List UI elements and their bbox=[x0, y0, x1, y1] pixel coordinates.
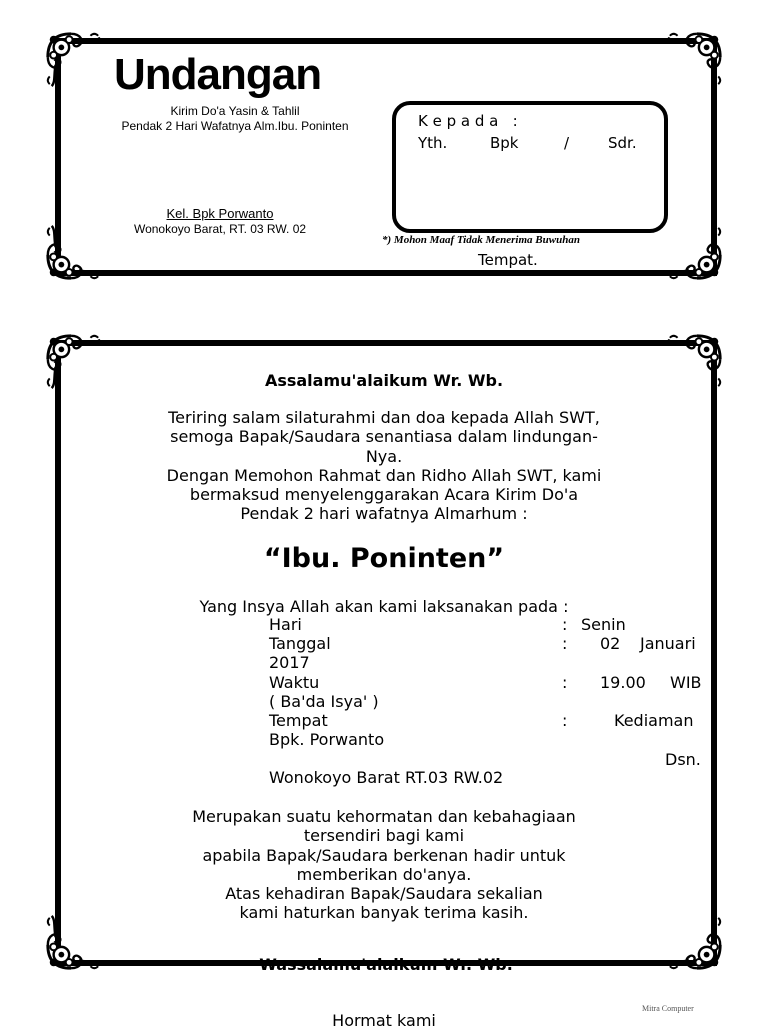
hari-colon: : bbox=[562, 615, 568, 634]
greeting: Assalamu'alaikum Wr. Wb. bbox=[264, 371, 504, 390]
closing-line-2: tersendiri bagi kami bbox=[303, 826, 465, 846]
tanggal-month: Januari bbox=[640, 634, 696, 653]
ornament-top-right-icon bbox=[664, 28, 726, 90]
ornament-bottom-right-icon bbox=[664, 222, 726, 284]
tanggal-colon: : bbox=[562, 634, 568, 653]
tempat-address: Wonokoyo Barat RT.03 RW.02 bbox=[269, 768, 504, 787]
sender-address: Wonokoyo Barat, RT. 03 RW. 02 bbox=[133, 222, 307, 236]
waktu-label: Waktu bbox=[269, 673, 320, 692]
paragraph-2-line-1: Dengan Memohon Rahmat dan Ridho Allah SWT, kami bbox=[166, 465, 602, 485]
closing-line-1: Merupakan suatu kehormatan dan kebahagiaan bbox=[192, 807, 576, 826]
kepada-sdr: Sdr. bbox=[608, 134, 637, 152]
no-gift-note: *) Mohon Maaf Tidak Menerima Buwuhan bbox=[382, 234, 580, 246]
waktu-note: ( Ba'da Isya' ) bbox=[269, 692, 379, 711]
tempat-value: Kediaman bbox=[614, 711, 694, 730]
hari-value: Senin bbox=[581, 615, 626, 634]
tanggal-day: 02 bbox=[600, 634, 621, 653]
tempat-label: Tempat bbox=[269, 711, 328, 730]
waktu-zone: WIB bbox=[670, 673, 702, 692]
paragraph-2-line-3: Pendak 2 hari wafatnya Almarhum : bbox=[240, 504, 528, 524]
paragraph-2-line-2: bermaksud menyelenggarakan Acara Kirim Do'a bbox=[189, 485, 579, 505]
envelope-subtitle-1: Kirim Do'a Yasin & Tahlil bbox=[170, 104, 300, 118]
tempat-dsn: Dsn. bbox=[665, 750, 701, 769]
closing-paragraph bbox=[84, 807, 684, 923]
closing-line-3: apabila Bapak/Saudara berkenan hadir untuk bbox=[202, 845, 566, 865]
signoff: Hormat kami bbox=[332, 1011, 436, 1030]
paragraph-1 bbox=[84, 408, 684, 524]
deceased-name: “Ibu. Poninten” bbox=[263, 543, 505, 574]
footer-credit: Mitra Computer bbox=[642, 1004, 694, 1013]
envelope-subtitle-2: Pendak 2 Hari Wafatnya Alm.Ibu. Poninten bbox=[121, 119, 349, 133]
ornament-top-left-icon bbox=[42, 28, 104, 90]
kepada-tempat: Tempat. bbox=[478, 251, 538, 269]
kepada-slash: / bbox=[564, 134, 570, 152]
envelope-title: Undangan bbox=[114, 50, 322, 99]
farewell: Wassalamu'alaikum Wr. Wb. bbox=[259, 955, 513, 974]
kepada-yth: Yth. bbox=[418, 134, 448, 152]
waktu-time: 19.00 bbox=[600, 673, 646, 692]
paragraph-1-line-2: semoga Bapak/Saudara senantiasa dalam lindungan- bbox=[170, 427, 598, 447]
kepada-label: K e p a d a : bbox=[418, 112, 518, 130]
hari-label: Hari bbox=[269, 615, 302, 634]
tanggal-year: 2017 bbox=[269, 653, 310, 672]
tanggal-label: Tanggal bbox=[269, 634, 331, 653]
kepada-bpk: Bpk bbox=[490, 134, 519, 152]
closing-line-6: kami haturkan banyak terima kasih. bbox=[239, 903, 529, 923]
schedule-intro: Yang Insya Allah akan kami laksanakan pada : bbox=[199, 597, 569, 616]
paragraph-1-line-1: Teriring salam silaturahmi dan doa kepada Allah SWT, bbox=[168, 408, 600, 427]
waktu-colon: : bbox=[562, 673, 568, 692]
closing-line-4: memberikan do'anya. bbox=[296, 864, 472, 884]
sender-name: Kel. Bpk Porwanto bbox=[166, 206, 274, 221]
paragraph-1-line-3: Nya. bbox=[365, 446, 403, 466]
tempat-colon: : bbox=[562, 711, 568, 730]
tempat-value-2: Bpk. Porwanto bbox=[269, 730, 385, 749]
closing-line-5: Atas kehadiran Bapak/Saudara sekalian bbox=[225, 884, 543, 904]
